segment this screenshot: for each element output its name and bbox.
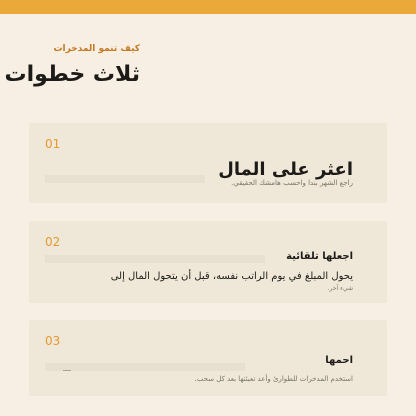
step-3-placeholder-dash <box>63 370 71 371</box>
section-eyebrow: كيف تنمو المدخرات <box>53 44 140 54</box>
step-card-3 <box>29 320 387 396</box>
step-number-2: 02 <box>45 235 61 249</box>
step-card-1 <box>29 123 387 203</box>
step-1-placeholder-bar <box>45 175 205 183</box>
step-3-placeholder-bar <box>45 363 245 371</box>
step-number-1: 01 <box>45 137 61 151</box>
step-card-2 <box>29 221 387 303</box>
step-title-2: اجعلها تلقائية <box>286 251 353 262</box>
step-2-placeholder-bar <box>45 255 265 263</box>
step-number-3: 03 <box>45 334 61 348</box>
step-title-1: اعثر على المال <box>218 159 353 180</box>
step-description-1: راجع الشهر بندا واحسب هامشك الحقيقي. <box>231 179 353 187</box>
step-title-3: احمها <box>325 355 353 366</box>
page-title: ثلاث خطوات <box>4 62 140 87</box>
step-description-3: استخدم المدخرات للطوارئ وأعد تعبئتها بعد كل سحب. <box>194 375 353 383</box>
top-accent-bar <box>0 0 416 14</box>
step-description-2-line-1: يحول المبلغ في يوم الراتب نفسه، قبل أن يتحول المال إلى <box>110 271 353 282</box>
step-description-2-line-2: شيء آخر. <box>327 285 353 292</box>
